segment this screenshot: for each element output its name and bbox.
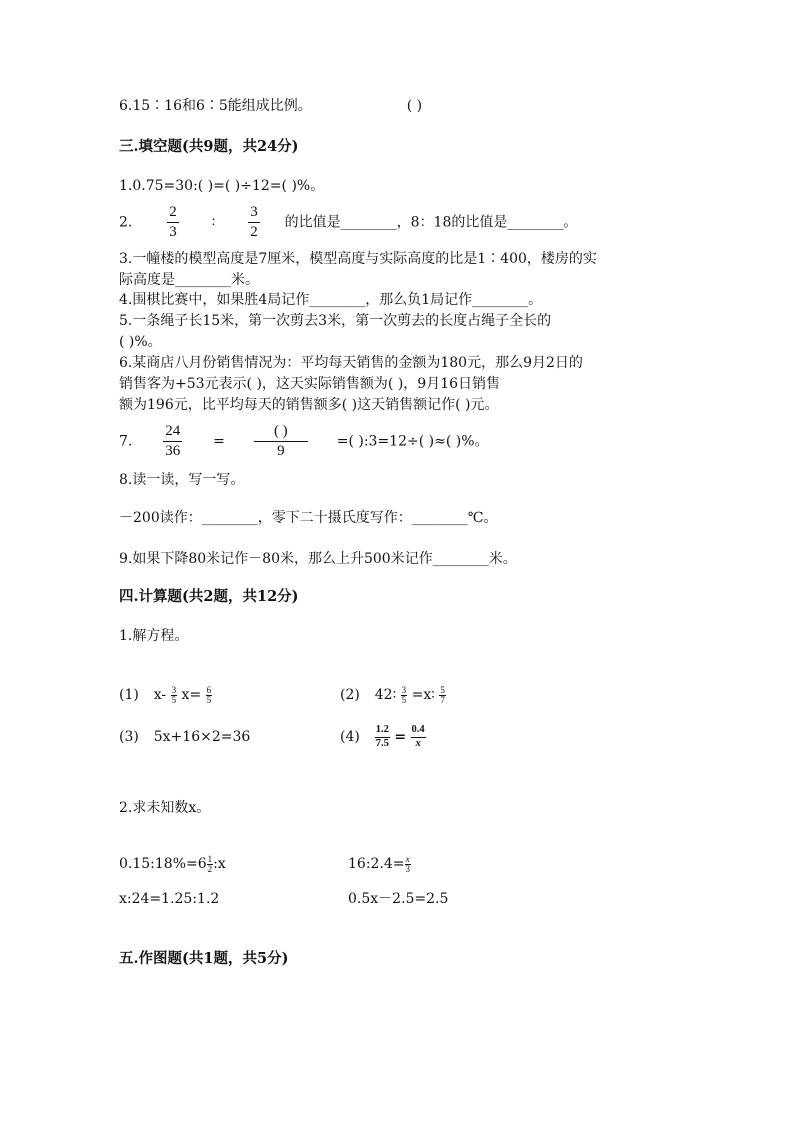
equals-sign: = [213, 433, 225, 450]
equation-1 [119, 680, 212, 710]
fraction-3-5 [171, 686, 178, 705]
fill-question-9: 9.如果下降80米记作－80米，那么上升500米记作________米。 [119, 551, 517, 567]
equation-label: (1) [119, 687, 139, 703]
section-5-title: 五.作图题(共1题，共5分) [119, 950, 289, 967]
fraction-5-7 [439, 686, 446, 705]
problem-part: 0.15:18%=6 [119, 856, 207, 872]
equation-part: =x∶ [411, 687, 435, 703]
numerator: 3 [401, 684, 407, 695]
fill-question-8-title: 8.读一读，写一写。 [119, 472, 245, 488]
judge-question-6 [119, 96, 422, 116]
problem-part: 16:2.4= [348, 856, 405, 872]
problem-4: 0.5x－2.5=2.5 [348, 891, 449, 907]
fill-question-7 [119, 422, 489, 461]
equation-part: x= [181, 687, 202, 703]
denominator: 3 [405, 863, 411, 874]
fraction-6-5 [206, 686, 213, 705]
denominator: 36 [165, 443, 181, 459]
fill-question-5-line-1: 5.一条绳子长15米，第一次剪去3米，第一次剪去的长度占绳子全长的 [119, 313, 552, 329]
fraction-1.2-7.5 [375, 724, 390, 750]
question-text: 的比值是________，8：18的比值是________。 [284, 214, 578, 231]
fraction-3-2 [248, 203, 260, 242]
fraction-24-36 [163, 422, 182, 461]
numerator: 0.4 [411, 724, 425, 735]
fill-question-6-line-1: 6.某商店八月份销售情况为：平均每天销售的金额为180元，那么9月2日的 [119, 355, 583, 371]
fraction-3-5 [401, 686, 408, 705]
equation-part: x- [153, 687, 167, 703]
fraction-0.4-x [411, 724, 426, 750]
equation-text: 5x+16×2=36 [153, 729, 251, 745]
denominator: 2 [250, 224, 258, 240]
numerator: 3 [250, 204, 258, 220]
equation-4 [340, 720, 426, 754]
problem-3: x:24=1.25:1.2 [119, 891, 220, 907]
fill-question-8-line: －200读作：________，零下二十摄氏度写作：________℃。 [119, 510, 498, 526]
numerator: x [405, 853, 410, 864]
fill-question-1: 1.0.75=30:( )=( )÷12=( )%。 [119, 178, 325, 194]
equation-label: (2) [340, 687, 360, 703]
question-number: 2. [119, 214, 133, 231]
equation-label: (3) [119, 729, 139, 745]
equation-label: (4) [340, 729, 360, 745]
fill-question-4: 4.围棋比赛中，如果胜4局记作________，那么负1局记作________。 [119, 292, 543, 308]
fill-question-5-line-2: ( )%。 [119, 334, 162, 350]
section-4-title: 四.计算题(共2题，共12分) [119, 588, 299, 605]
denominator: 5 [401, 694, 407, 705]
answer-paren: ( ) [406, 98, 423, 114]
denominator: 7.5 [375, 737, 389, 749]
denominator: 9 [277, 443, 285, 459]
denominator: 3 [169, 224, 177, 240]
equation-3 [119, 727, 250, 747]
problem-part: :x [213, 856, 226, 872]
numerator: 1 [207, 853, 213, 864]
fraction-x-3 [405, 855, 412, 874]
equation-2 [340, 680, 446, 710]
denominator: 2 [207, 863, 213, 874]
fill-question-6-line-3: 额为196元，比平均每天的销售额多( )这天销售额记作( )元。 [119, 397, 499, 413]
calc-question-2-title: 2.求未知数x。 [119, 800, 211, 816]
fill-question-2 [119, 203, 577, 242]
fill-question-3-line-2: 际高度是________米。 [119, 272, 259, 288]
fill-question-3-line-1: 3.一幢楼的模型高度是7厘米，模型高度与实际高度的比是1∶400，楼房的实 [119, 251, 597, 267]
question-text: =( ):3=12÷( )≈( )%。 [336, 433, 489, 450]
fraction-2-3 [167, 203, 179, 242]
problem-2 [348, 851, 411, 877]
denominator: x [415, 737, 421, 749]
numerator: 6 [206, 684, 212, 695]
fill-question-6-line-2: 销售客为+53元表示( )，这天实际销售额为( )，9月16日销售 [119, 376, 501, 392]
question-number: 7. [119, 433, 133, 450]
numerator: 2 [169, 204, 177, 220]
numerator: 1.2 [375, 724, 389, 735]
numerator: 5 [440, 684, 445, 695]
ratio-colon: ∶ [211, 214, 216, 231]
numerator: 3 [171, 684, 177, 695]
numerator: 24 [165, 423, 181, 439]
denominator: 5 [171, 694, 177, 705]
denominator: 7 [440, 694, 445, 705]
equals-sign: = [394, 729, 407, 745]
numerator: ( ) [273, 423, 288, 439]
question-text: 6.15∶16和6∶5能组成比例。 [119, 98, 312, 114]
equation-part: 42∶ [374, 687, 397, 703]
problem-1 [119, 851, 226, 877]
section-3-title: 三.填空题(共9题，共24分) [119, 138, 299, 155]
denominator: 5 [206, 694, 212, 705]
calc-question-1-title: 1.解方程。 [119, 628, 189, 644]
fraction-blank-9 [254, 422, 308, 461]
